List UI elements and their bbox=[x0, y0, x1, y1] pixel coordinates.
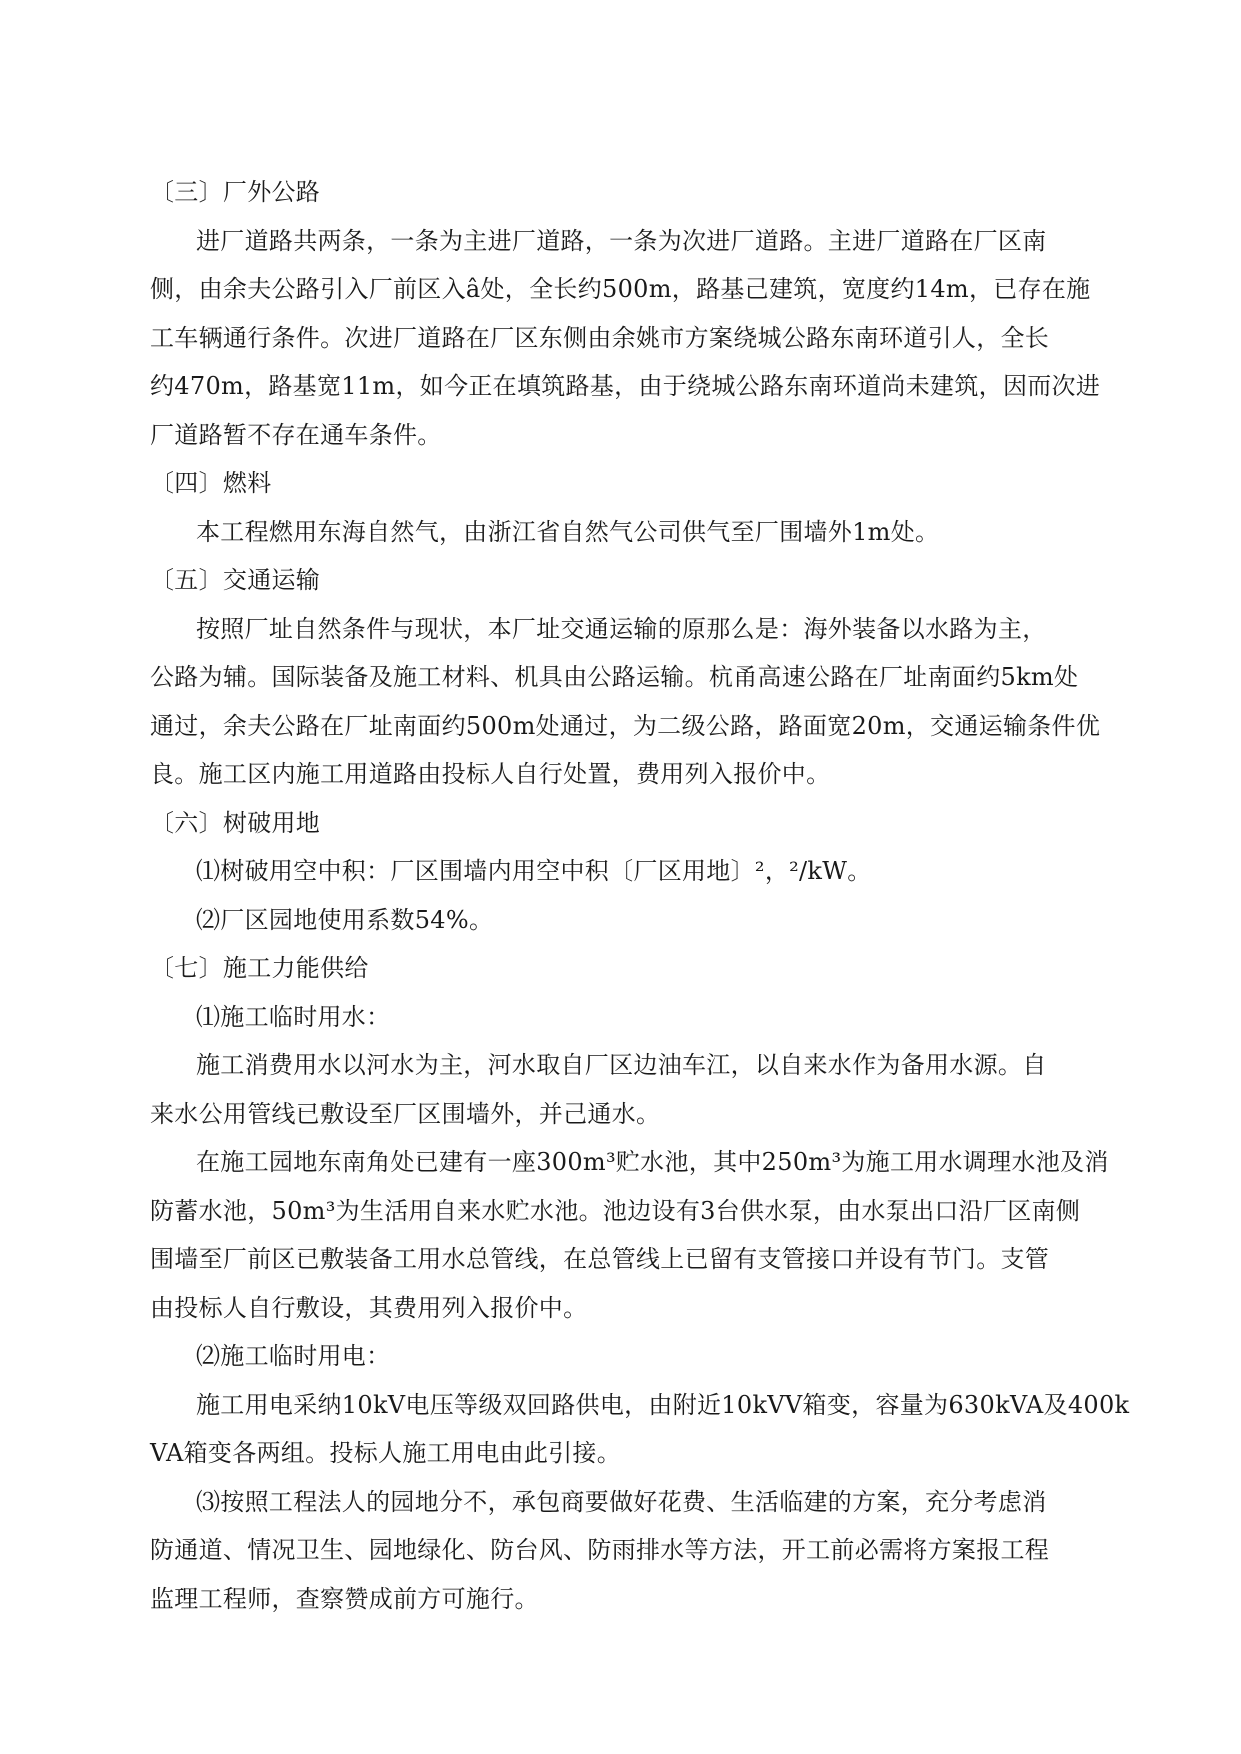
paragraph-line: 良。施工区内施工用道路由投标人自行处置，费用列入报价中。 bbox=[150, 760, 831, 788]
paragraph-line: ⑴树破用空中积：厂区围墙内用空中积〔厂区用地〕²，²/kW。 bbox=[196, 857, 872, 885]
paragraph-line: 厂道路暂不存在通车条件。 bbox=[150, 420, 442, 449]
paragraph-line: 施工消费用水以河水为主，河水取自厂区边油车江，以自来水作为备用水源。自 bbox=[196, 1051, 1047, 1079]
paragraph-line: 在施工园地东南角处已建有一座300m³贮水池，其中250m³为施工用水调理水池及消 bbox=[196, 1148, 1109, 1176]
paragraph-line: 来水公用管线已敷设至厂区围墙外，并己通水。 bbox=[150, 1099, 661, 1128]
subsection-heading: ⑴施工临时用水： bbox=[196, 1002, 391, 1031]
section-heading: 〔六〕树破用地 bbox=[150, 808, 321, 837]
paragraph-line: 由投标人自行敷设，其费用列入报价中。 bbox=[150, 1293, 588, 1322]
paragraph-line: 监理工程师，查察赞成前方可施行。 bbox=[150, 1584, 539, 1613]
paragraph-line: 侧，由余夫公路引入厂前区入â处，全长约500m，路基己建筑，宽度约14m，已存在施 bbox=[150, 275, 1091, 303]
subsection-heading: ⑵施工临时用电： bbox=[196, 1342, 391, 1370]
paragraph-line: 围墙至厂前区已敷装备工用水总管线，在总管线上已留有支管接口并设有节门。支管 bbox=[150, 1245, 1050, 1273]
paragraph-line: 防通道、情况卫生、园地绿化、防台风、防雨排水等方法，开工前必需将方案报工程 bbox=[150, 1536, 1050, 1564]
section-heading: 〔三〕厂外公路 bbox=[150, 178, 321, 206]
document-body bbox=[150, 168, 1130, 1623]
paragraph-line: 防蓄水池，50m³为生活用自来水贮水池。池边设有3台供水泵，由水泵出口沿厂区南侧 bbox=[150, 1196, 1081, 1225]
paragraph-line: 按照厂址自然条件与现状，本厂址交通运输的原那么是：海外装备以水路为主， bbox=[196, 614, 1047, 643]
section-heading: 〔五〕交通运输 bbox=[150, 566, 321, 594]
paragraph-line: 进厂道路共两条，一条为主进厂道路，一条为次进厂道路。主进厂道路在厂区南 bbox=[196, 226, 1047, 255]
paragraph-line: 施工用电采纳10kV电压等级双回路供电，由附近10kVV箱变，容量为630kVA及400k bbox=[196, 1390, 1130, 1419]
paragraph-line: 约470m，路基宽11m，如今正在填筑路基，由于绕城公路东南环道尚未建筑，因而次进 bbox=[150, 372, 1101, 400]
paragraph-line: 本工程燃用东海自然气，由浙江省自然气公司供气至厂围墙外1m处。 bbox=[196, 517, 940, 546]
paragraph-line: ⑵厂区园地使用系数54%。 bbox=[196, 905, 494, 934]
section-heading: 〔四〕燃料 bbox=[150, 469, 272, 497]
paragraph-line: 工车辆通行条件。次进厂道路在厂区东侧由余姚市方案绕城公路东南环道引人，全长 bbox=[150, 323, 1050, 352]
section-heading: 〔七〕施工力能供给 bbox=[150, 954, 369, 982]
paragraph-line: 公路为辅。国际装备及施工材料、机具由公路运输。杭甬高速公路在厂址南面约5km处 bbox=[150, 663, 1079, 691]
paragraph-line: ⑶按照工程法人的园地分不，承包商要做好花费、生活临建的方案，充分考虑消 bbox=[196, 1487, 1047, 1516]
paragraph-line: 通过，余夫公路在厂址南面约500m处通过，为二级公路，路面宽20m，交通运输条件优 bbox=[150, 711, 1101, 740]
paragraph-line: VA箱变各两组。投标人施工用电由此引接。 bbox=[150, 1439, 622, 1467]
